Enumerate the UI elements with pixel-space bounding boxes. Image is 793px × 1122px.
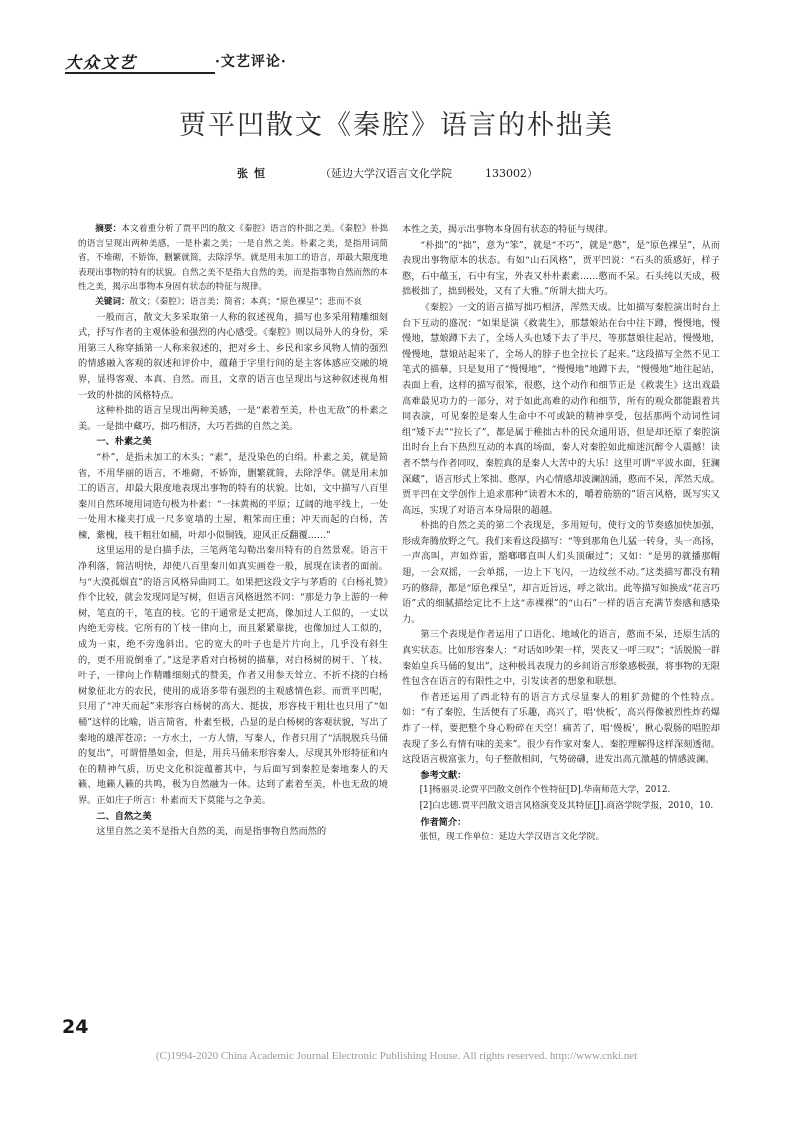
keywords [78,295,388,310]
keywords-text: 散文；《秦腔》；语言美；简省；本真；“原色裸呈”；悲而不哀 [129,296,362,307]
page-number: 24 [62,1016,89,1038]
body-paragraph: 《秦腔》一文的语言描写拙巧相济，浑然天成。比如描写秦腔演出时台上台下互动的盛况：“如果是演《救裴生》，那慧娘站在台中往下蹲，慢慢地，慢慢地，慧娘蹲下去了，全场人头也矮下去了半尺，等那慧娘往起站，慢慢地，慢慢地，慧娘站起来了，全场人的脖子也全拉长了起来。”这段描写全然不见工笔式的描摹，只是复用了“慢慢地”，“慢慢地”地蹲下去，“慢慢地”地往起站，表面上看，这样的描写很笨，很憨，这个动作和细节正是《救裴生》这出戏最高难最见功力的一部分，对于如此高难的动作和细节，所有的观众都能跟着共同表演，可见秦腔是秦人生命中不可或缺的精神享受，包括那两个动词性词组“矮下去”“拉长了”，都是属于稚拙古朴的民众通用语，但是却还原了秦腔演出时台上台下热烈互动的本真的场面，秦人对秦腔如此痴迷沉醉令人震撼！读者不禁与作者同叹，秦腔真的是秦人大苦中的大乐！这里可谓“平波水面，狂澜深藏”，语言形式上笨拙、憨厚，内心情感却波澜汹涌，憨而不呆，浑然天成。贾平凹在文学创作上追求那种“读着木木的，嚼着筋筋的”语言风格，既写实又高远，实现了对语言本身局限的超越。 [402,301,720,516]
body-paragraph: 朴拙的自然之美的第二个表现是，多用短句，使行文的节奏感加快加强，形成奔腾放野之气。我们来看这段描写：“等到那角色儿猛一转身，头一高扬，一声高叫，声如炸雷，豁啷啷直叫人们头顶碾过”；又如：“是男的就播那帽翅，一会双摇，一会单摇，一边上下飞闪，一边纹丝不动。”这类描写都没有精巧的修辞，都是“原色裸呈”，却言近旨远，呼之欲出。此等描写如换成“花言巧语”式的细腻描绘定比不上这“赤裸裸”的“山石”一样的语言充满节奏感和感染力。 [402,520,720,625]
article-title: 贾平凹散文《秦腔》语言的朴拙美 [179,110,614,141]
body-paragraph: “朴”，是指未加工的木头；“素”，是没染色的白绢。朴素之美，就是简省，不用华丽的语言，不堆砌，不娇饰，删繁就简，去除浮华。就是用未加工的语言，却最大限度地表现出事物的特有的状貌。比如，文中描写八百里秦川自然环境用词造句极为朴素：“一抹黄褐的平原；辽阔的地平线上，一处一处用木椽夹打成一尺多宽墙的土屋，粗笨而庄重；冲天而起的白杨，苦楝，紫槐，枝干粗壮如桶，叶却小似铜钱，迎风正反翻覆……” [78,451,388,541]
body-paragraph: 第三个表现是作者运用了口语化、地域化的语言，憨而不呆，还原生活的真实状态。比如形容秦人：“对话如吵架一样，哭丧又一呼三叹”；“活脱脱一群秦始皇兵马俑的复出”，这种极具表现力的乡间语言形象感极强，将事物的无限性包含在语言的有限性之中，引发读者的想象和联想。 [402,629,720,688]
body-paragraph: 这里运用的是白描手法，三笔两笔勾勒出秦川特有的自然景观。语言干净利落，简洁明快，却使八百里秦川如真实画卷一般，展现在读者的面前。与“大漠孤烟直”的语言风格异曲同工。如果把这段文字与茅盾的《白杨礼赞》作个比较，就会发现同是写树，但语言风格迥然不同：“那是力争上游的一种树，笔直的干，笔直的枝。它的干通常是丈把高，像加过人工似的，一丈以内绝无旁枝。它所有的丫枝一律向上，而且紧紧靠拢，也像加过人工似的，成为一束，绝不旁逸斜出。它的宽大的叶子也是片片向上，几乎没有斜生的，更不用说倒垂了。”这是茅盾对白杨树的描摹，对白杨树的树干、丫枝、叶子，一律向上作精雕细刻式的赞美，作者又用参天耸立、不折不挠的白杨树象征北方的农民，使用的成语多带有强烈的主观感情色彩。而贾平凹呢，只用了“冲天而起”来形容白杨树的高大、挺拔，形容枝干粗壮也只用了“如桶”这样的比喻，语言简省，朴素至极，凸显的是白杨树的客观状貌，写出了秦地的雄浑苍凉；一方水土，一方人情，写秦人，作者只用了“活脱脱兵马俑的复出”，可谓惜墨如金，但是，用兵马俑来形容秦人，尽现其外形特征和内在的精神气质，历史文化积淀蕴蓄其中，与后面写到秦腔是秦地秦人的天籁、地籁人籁的共鸣，极为自然融为一体。达到了素着至美，朴也无敌的境界。正如庄子所言：朴素而天下莫能与之争美。 [78,545,388,806]
references-heading: 参考文献： [420,769,467,781]
right-column [402,222,720,846]
body-paragraph: “朴拙”的“拙”，意为“笨”，就是“不巧”，就是“憨”，是“原色裸呈”，从而表现出事物原本的状态。有如“山石风格”，贾平凹说：“石头的质感好，样子憨，石中蕴玉，石中有宝，外表又朴朴素素……憨而不呆。石头纯以天成，极拙极拙了，拙到极处，又有了大雅。”所谓大拙大巧。 [402,239,720,298]
copyright-footer: (C)1994-2020 China Academic Journal Electronic Publishing House. All rights reserved. http://www.cnki.net [155,1050,638,1062]
journal-name: 大众文艺 [65,53,138,72]
author-note-heading: 作者简介： [420,816,467,828]
header-rule [65,72,215,74]
author-name: 张恒 [237,167,271,180]
left-column [78,222,388,840]
reference-item: [1]杨丽灵.论贾平凹散文创作个性特征[D].华南师范大学，2012. [419,785,671,796]
body-paragraph: 一般而言，散文大多采取第一人称的叙述视角，描写也多采用精雕细刻式，抒写作者的主观体验和强烈的内心感受。《秦腔》则以局外人的身份，采用第三人称穿插第一人称来叙述的，把对乡土、乡民和家乡风物人情的强烈的情感融入客观的叙述和评价中，蕴藉于字里行间的是主客体感应交融的境界，显得客观、本真、自然。而且，文章的语言也呈现出与这种叙述视角相一致的朴拙的风格特点。 [78,311,388,401]
section-label: ·文艺评论· [215,54,287,70]
author-note: 张恒，现工作单位：延边大学汉语言文化学院。 [419,832,605,843]
body-paragraph: 这里自然之美不是指大自然的美，而是指事物自然而然的 [96,826,327,838]
abstract [78,222,388,295]
body-paragraph: 这种朴拙的语言呈现出两种美感，一是“素着至美，朴也无敌”的朴素之美。一是拙中藏巧，拙巧相济，大巧若拙的自然之美。 [78,405,388,432]
body-paragraph: 本性之美，揭示出事物本身固有状态的特征与规律。 [402,224,614,235]
section-heading: 一、朴素之美 [96,436,152,448]
body-paragraph: 作者还运用了西北特有的语言方式尽显秦人的粗犷劲健的个性特点。如：“有了秦腔，生活便有了乐趣，高兴了，唱‘快板’，高兴得像被烈性炸药爆炸了一样，要把整个身心粉碎在天空！痛苦了，唱‘慢板’，揪心裂肠的唱腔却表现了多么有情有味的美来”。很少有作家对秦人、秦腔理解得这样深刻透彻。这段语言极富张力，句子整散相间，气势磅礴，进发出高亢激越的情感波澜。 [402,691,720,766]
keywords-label: 关键词： [95,296,130,307]
author-affiliation: （延边大学汉语言文化学院 133002） [320,167,538,180]
journal-header [65,48,445,72]
abstract-label: 摘要： [95,224,122,234]
section-heading: 二、自然之美 [96,810,152,822]
abstract-text: 本文着重分析了贾平凹的散文《秦腔》语言的朴拙之美。《秦腔》朴拙的语言呈现出两种美感，一是朴素之美；一是自然之美。朴素之美，是指用词简省，不堆砌，不娇饰，删繁就简，去除浮华。就是用未加工的语言，却最大限度地表现出事物的特有的状貌。自然之美不是指大自然的美，而是指事物自然而然的本性之美，揭示出事物本身固有状态的特征与规律。 [78,224,388,293]
reference-item: [2]白忠德.贾平凹散文语言风格演变及其特征[J].商洛学院学报，2010，10. [419,800,714,811]
